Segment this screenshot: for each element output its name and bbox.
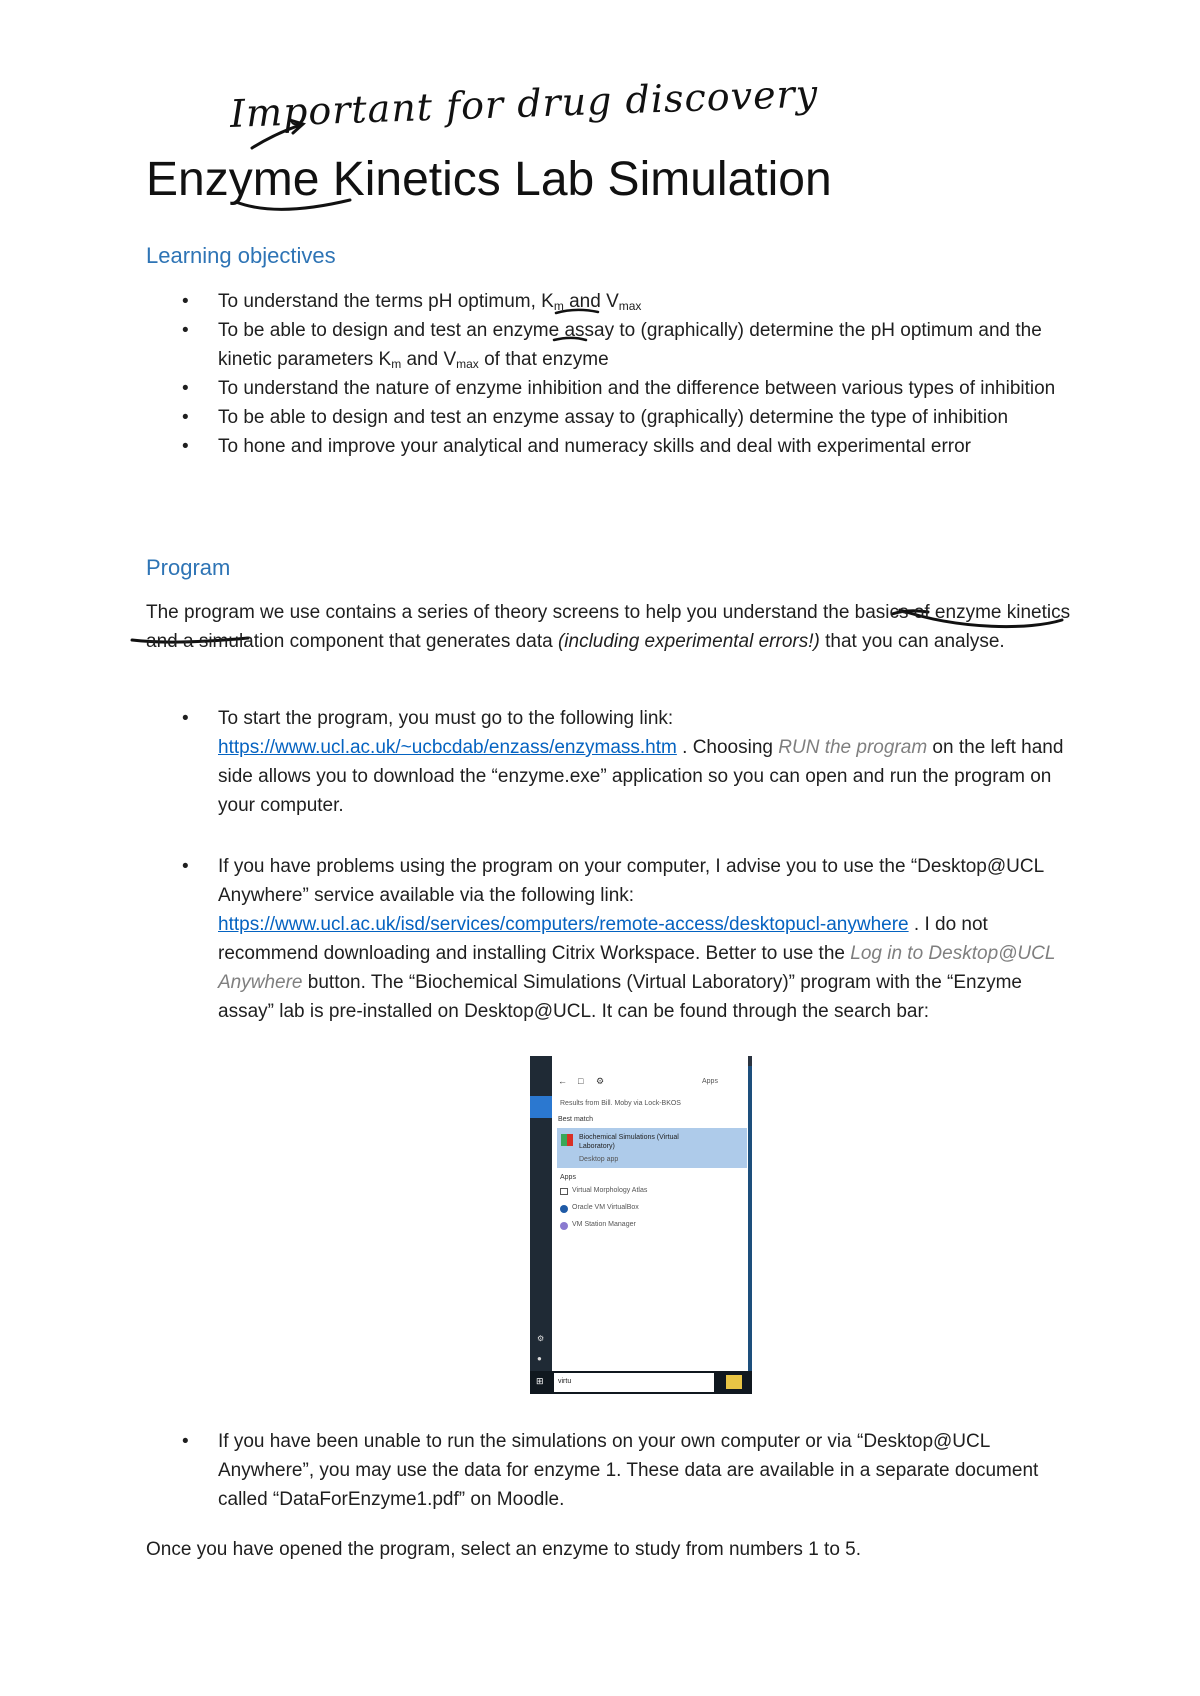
screenshot-taskbar — [530, 1371, 752, 1394]
user-icon: ● — [537, 1354, 542, 1363]
screenshot-start-strip — [530, 1056, 552, 1394]
gear-icon: ⚙ — [537, 1334, 545, 1343]
page-title: Enzyme Kinetics Lab Simulation — [146, 153, 832, 206]
windows-icon: ⊞ — [536, 1376, 544, 1386]
handwritten-annotation: Important for drug discovery — [229, 71, 819, 136]
search-screenshot — [530, 1056, 752, 1394]
closing-paragraph: Once you have opened the program, select an enzyme to study from numbers 1 to 5. — [146, 1539, 862, 1560]
list-item: • If you have problems using the program on your computer, I advise you to use the “Desktop@UCL Anywhere” service available via the following link: https://www.ucl.ac.uk/isd/services/computers/remote-access/desktopucl-anywhere . I do not recommend downloading and installing Citrix Workspace. Better to use the Log in to Desktop@UCL Anywhere button. The “Biochemical Simulations (Virtual Laboratory)” program with the “Enzyme assay” lab is pre-installed on Desktop@UCL. It can be found through the search bar: — [146, 852, 1066, 1026]
app-icon — [560, 1222, 568, 1230]
learning-objectives-heading: Learning objectives — [146, 243, 336, 268]
list-item: • To start the program, you must go to the following link: https://www.ucl.ac.uk/~ucbcdab/enzass/enzymass.htm . Choosing RUN the program on the left hand side allows you to download the “enzyme.exe” application so you can open and run the program on your computer. — [146, 704, 1066, 820]
list-item: VM Station Manager — [572, 1221, 636, 1228]
filter-label: Apps — [702, 1078, 718, 1085]
list-item: Virtual Morphology Atlas — [572, 1187, 648, 1194]
list-item: Oracle VM VirtualBox — [572, 1204, 639, 1211]
settings-icon: ⚙ — [596, 1076, 605, 1086]
app-icon — [560, 1205, 568, 1213]
program-list-2 — [146, 852, 1066, 1026]
list-item: • To be able to design and test an enzyme assay to (graphically) determine the type of inhibition — [146, 403, 1086, 432]
results-hint: Results from Bill. Moby via Lock-BKOS — [560, 1100, 681, 1107]
program-intro: The program we use contains a series of theory screens to help you understand the basics of enzyme kinetics and a simulation component that generates data (including experimental errors!) that you can analyse. — [146, 602, 1071, 652]
best-match-label: Best match — [558, 1116, 594, 1123]
list-item: • To be able to design and test an enzyme assay to (graphically) determine the pH optimum and the kinetic parameters $K_m$ and $V_{max}$ of that enzyme — [146, 316, 1086, 374]
app-icon — [561, 1134, 573, 1146]
list-item: • To understand the terms pH optimum, $K_m$ and $V_{max}$ — [146, 287, 1086, 316]
desktop-ucl-link[interactable]: https://www.ucl.ac.uk/isd/services/computers/remote-access/desktopucl-anywhere — [218, 914, 909, 935]
screenshot-search-panel — [552, 1056, 748, 1371]
list-item: • To understand the nature of enzyme inhibition and the difference between various types of inhibition — [146, 374, 1086, 403]
document-icon: □ — [578, 1076, 584, 1086]
program-heading: Program — [146, 555, 231, 580]
app-icon — [560, 1188, 568, 1195]
enzyme-program-link[interactable]: https://www.ucl.ac.uk/~ucbcdab/enzass/enzymass.htm — [218, 737, 677, 758]
back-arrow-icon: ← — [558, 1076, 567, 1086]
home-icon — [530, 1096, 552, 1118]
program-list-3 — [146, 1427, 1066, 1514]
list-item: • To hone and improve your analytical and numeracy skills and deal with experimental error — [146, 432, 1086, 461]
list-item: • If you have been unable to run the simulations on your own computer or via “Desktop@UCL Anywhere”, you may use the data for enzyme 1. These data are available in a separate document called “DataForEnzyme1.pdf” on Moodle. — [146, 1427, 1066, 1514]
objectives-list — [146, 287, 1086, 461]
apps-label: Apps — [560, 1174, 576, 1181]
program-list-1 — [146, 704, 1066, 820]
folder-icon — [726, 1375, 742, 1389]
best-match-result: Biochemical Simulations (Virtual Laboratory) Desktop app — [557, 1128, 747, 1168]
screenshot-search-box: virtu — [554, 1373, 714, 1392]
